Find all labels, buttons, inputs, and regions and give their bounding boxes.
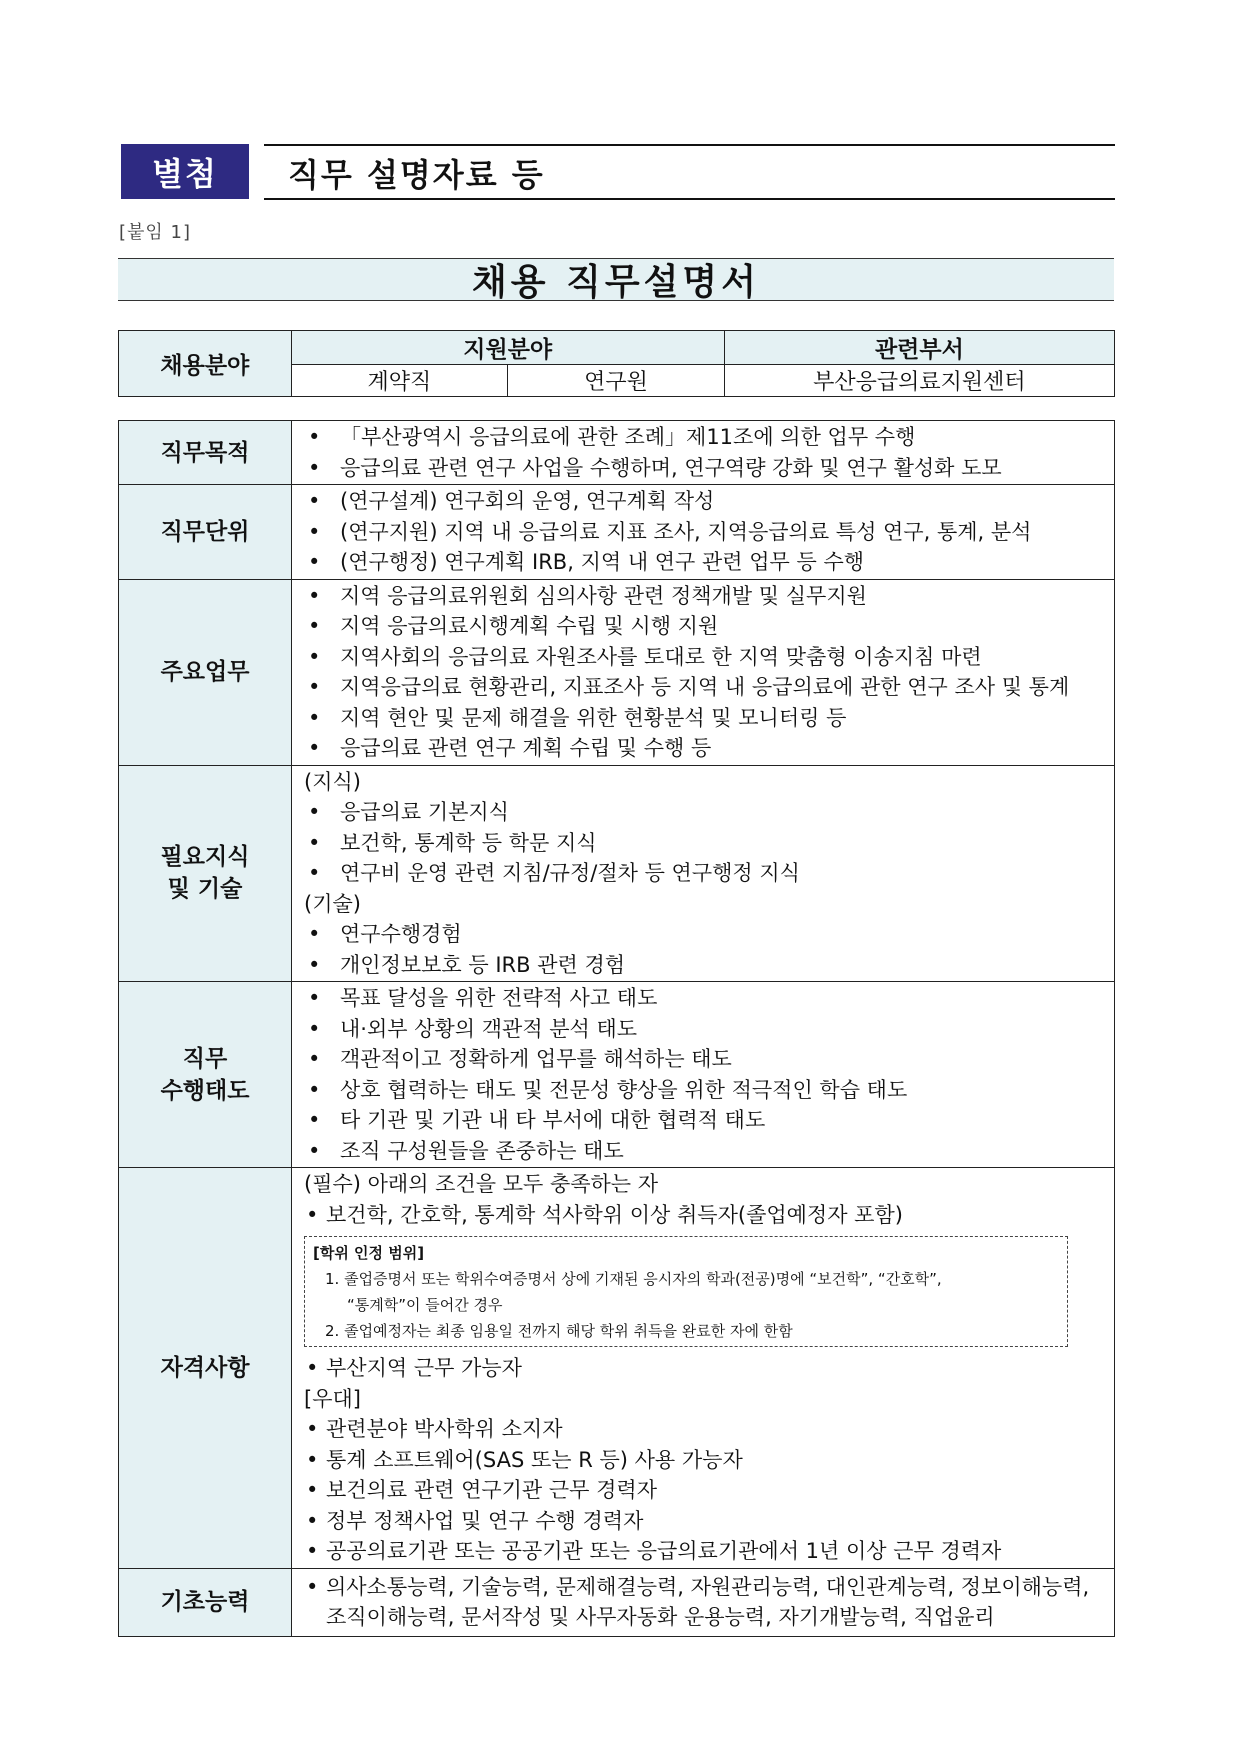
degree-note-box [304, 1236, 1068, 1347]
list-item: • 응급의료 관련 연구 계획 수립 및 수행 등 [304, 733, 1104, 764]
row-purpose [119, 421, 1115, 485]
row-tasks [119, 579, 1115, 765]
list-item: • 보건학, 간호학, 통계학 석사학위 이상 취득자(졸업예정자 포함) [304, 1200, 1104, 1231]
list-item: • 관련분야 박사학위 소지자 [304, 1414, 1104, 1445]
list-item: • 통계 소프트웨어(SAS 또는 R 등) 사용 가능자 [304, 1445, 1104, 1476]
note-line-continued: “통계학”이 들어간 경우 [347, 1296, 503, 1314]
list-item: • 보건의료 관련 연구기관 근무 경력자 [304, 1475, 1104, 1506]
attitude-content [292, 982, 1114, 1167]
list-item: • 부산지역 근무 가능자 [304, 1353, 1104, 1384]
knowledge-label-line1: 필요지식 [160, 844, 250, 871]
attachment-label: [붙임 1] [119, 222, 191, 243]
list-item: • 지역사회의 응급의료 자원조사를 토대로 한 지역 맞춤형 이송지침 마련 [304, 642, 1104, 673]
support-field-header: 지원분야 [291, 331, 724, 365]
note-line: 2. 졸업예정자는 최종 임용일 전까지 해당 학위 취득을 완료한 자에 한함 [325, 1322, 793, 1340]
row-basic [119, 1568, 1115, 1636]
attitude-label-line1: 직무 [182, 1045, 228, 1072]
knowledge-label-line2: 및 기술 [167, 876, 243, 903]
knowledge-heading: (지식) [304, 769, 361, 794]
row-attitude [119, 982, 1115, 1168]
list-item: • (연구지원) 지역 내 응급의료 지표 조사, 지역응급의료 특성 연구, 통계, 분석 [304, 517, 1104, 548]
note-line: 1. 졸업증명서 또는 학위수여증명서 상에 기재된 응시자의 학과(전공)명에 “보건학”, “간호학”, [325, 1270, 942, 1288]
tasks-content [292, 580, 1114, 765]
list-item: • 정부 정책사업 및 연구 수행 경력자 [304, 1506, 1104, 1537]
list-item: • 응급의료 기본지식 [304, 797, 1104, 828]
purpose-content [292, 421, 1114, 484]
preferred-heading: [우대] [304, 1386, 361, 1411]
list-item: • 개인정보보호 등 IRB 관련 경험 [304, 950, 1104, 981]
job-description-table [118, 420, 1115, 1637]
document-title: 채용 직무설명서 [118, 258, 1114, 301]
title-rule-top [264, 144, 1115, 146]
qualification-content [292, 1168, 1114, 1568]
basic-label: 기초능력 [119, 1568, 292, 1636]
knowledge-label [119, 765, 292, 982]
list-item: • 공공의료기관 또는 공공기관 또는 응급의료기관에서 1년 이상 근무 경력자 [304, 1536, 1104, 1567]
list-item: • 연구수행경험 [304, 919, 1104, 950]
purpose-label: 직무목적 [119, 421, 292, 485]
list-item: • 지역 응급의료시행계획 수립 및 시행 지원 [304, 611, 1104, 642]
list-item: • 상호 협력하는 태도 및 전문성 향상을 위한 적극적인 학습 태도 [304, 1075, 1104, 1106]
row-qualification [119, 1168, 1115, 1569]
overview-table [118, 330, 1115, 397]
list-item: • 객관적이고 정확하게 업무를 해석하는 태도 [304, 1044, 1104, 1075]
list-item: • (연구설계) 연구회의 운영, 연구계획 작성 [304, 486, 1104, 517]
list-item: • 조직 구성원들을 존중하는 태도 [304, 1136, 1104, 1167]
list-item: • 보건학, 통계학 등 학문 지식 [304, 828, 1104, 859]
attitude-label [119, 982, 292, 1168]
basic-content [292, 1569, 1114, 1636]
note-title: [학위 인정 범위] [313, 1244, 425, 1262]
tasks-label: 주요업무 [119, 579, 292, 765]
field-label: 채용분야 [119, 331, 292, 397]
qualification-label: 자격사항 [119, 1168, 292, 1569]
list-item: • (연구행정) 연구계획 IRB, 지역 내 연구 관련 업무 등 수행 [304, 547, 1104, 578]
list-item: • 타 기관 및 기관 내 타 부서에 대한 협력적 태도 [304, 1105, 1104, 1136]
list-item: • 지역 현안 및 문제 해결을 위한 현황분석 및 모니터링 등 [304, 703, 1104, 734]
knowledge-content [292, 766, 1114, 982]
list-item: • 의사소통능력, 기술능력, 문제해결능력, 자원관리능력, 대인관계능력, 정보이해능력, 조직이해능력, 문서작성 및 사무자동화 운용능력, 자기개발능력, 직업윤리 [304, 1572, 1104, 1633]
attitude-label-line2: 수행태도 [160, 1077, 250, 1104]
required-heading: (필수) 아래의 조건을 모두 충족하는 자 [304, 1172, 659, 1196]
attachment-badge: 별첨 [121, 144, 249, 199]
contract-type: 계약직 [291, 365, 508, 397]
list-item: • 내·외부 상황의 객관적 분석 태도 [304, 1014, 1104, 1045]
units-content [292, 485, 1114, 579]
list-item: • 지역 응급의료위원회 심의사항 관련 정책개발 및 실무지원 [304, 581, 1104, 612]
section-title: 직무 설명자료 등 [288, 155, 545, 194]
title-rule-bottom [264, 198, 1115, 200]
department: 부산응급의료지원센터 [724, 365, 1114, 397]
list-item: • 「부산광역시 응급의료에 관한 조례」제11조에 의한 업무 수행 [304, 422, 1104, 453]
list-item: • 연구비 운영 관련 지침/규정/절차 등 연구행정 지식 [304, 858, 1104, 889]
row-knowledge [119, 765, 1115, 982]
row-units [119, 485, 1115, 580]
list-item: • 목표 달성을 위한 전략적 사고 태도 [304, 983, 1104, 1014]
list-item: • 응급의료 관련 연구 사업을 수행하며, 연구역량 강화 및 연구 활성화 도모 [304, 453, 1104, 484]
units-label: 직무단위 [119, 485, 292, 580]
skill-heading: (기술) [304, 891, 361, 916]
list-item: • 지역응급의료 현황관리, 지표조사 등 지역 내 응급의료에 관한 연구 조사 및 통계 [304, 672, 1104, 703]
department-header: 관련부서 [724, 331, 1114, 365]
position: 연구원 [508, 365, 725, 397]
